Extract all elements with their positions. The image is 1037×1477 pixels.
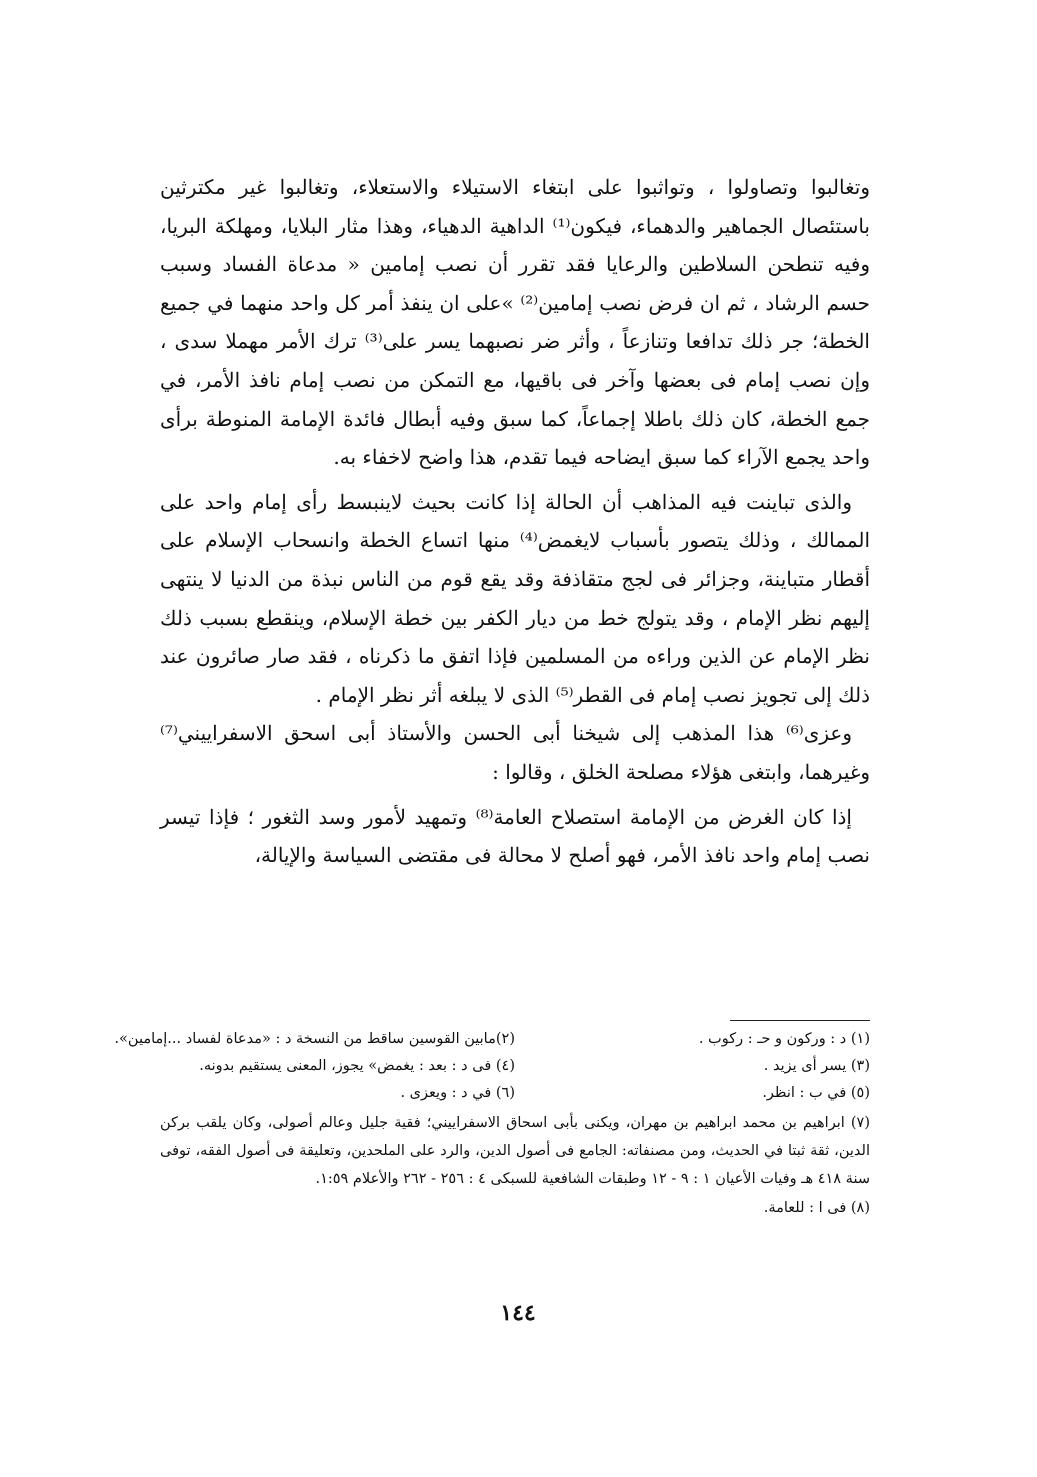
footnote-4: (٤) فى د : بعد : يغمض» يجوز، المعنى يستقيم بدونه. (199, 1058, 515, 1074)
footnotes (114, 1026, 870, 1221)
paragraph-2: والذى تباينت فيه المذاهب أن الحالة إذا كانت بحيث لاينبسط رأى إمام واحد على الممالك ، وذلك يتصور بأسباب لايغمض⁽⁴⁾ منها اتساع الخطة وانسحاب الإسلام على أقطار متباينة، وجزائر فى لجج متقاذفة وقد يقع قوم من الناس نبذة من الدنيا لا ينتهى إليهم نظر الإمام ، وقد يتولج خط من ديار الكفر بين خطة الإسلام، وينقطع بسبب ذلك نظر الإمام عن الذين وراءه من المسلمين فإذا اتفق ما ذكرناه ، فقد صار صائرون عند ذلك إلى تجويز نصب إمام فى القطر⁽⁵⁾ الذى لا يبلغه أثر نظر الإمام . (160, 489, 871, 707)
footnote-1: (١) د : وركون و حـ : ركوب . (698, 1031, 870, 1047)
footnote-3: (٣) يسر أى يزيد . (763, 1058, 870, 1074)
footnote-separator (730, 1020, 870, 1021)
paragraph-1: وتغالبوا وتصاولوا ، وتواثبوا على ابتغاء الاستيلاء والاستعلاء، وتغالبوا غير مكترثين باستئصال الجماهير والدهماء، فيكون⁽¹⁾ الداهية الدهياء، وهذا مثار البلايا، ومهلكة البريا، وفيه تنطحن السلاطين والرعايا فقد تقرر أن نصب إمامين « مدعاة الفساد وسبب حسم الرشاد ، ثم ان فرض نصب إمامين⁽²⁾ »على ان ينفذ أمر كل واحد منهما في جميع الخطة؛ جر ذلك تدافعا وتنازعاً ، وأثر ضر نصبهما يسر على⁽³⁾ ترك الأمر مهملا سدى ، وإن نصب إمام فى بعضها وآخر فى باقيها، مع التمكن من نصب إمام نافذ الأمر، في جمع الخطة، كان ذلك باطلا إجماعاً، كما سبق وفيه أبطال فائدة الإمامة المنوطة برأى واحد يجمع الآراء كما سبق ايضاحه فيما تقدم، هذا واضح لاخفاء به. (160, 175, 871, 470)
main-text (160, 168, 870, 875)
footnote-6: (٦) في د : ويعزى . (400, 1085, 515, 1101)
footnote-7: (٧) ابراهيم بن محمد ابراهيم بن مهران، ويكنى بأبى اسحاق الاسفراييني؛ فقية جليل وعالم أصولى، وكان يلقب بركن الدين، ثقة ثبتا في الحديث، ومن مصنفاته: الجامع فى أصول الدين، والرد على الملحدين، وتعليقة فى أصول الفقه، توفى سنة ٤١٨ هـ وفيات الأعيان ١ : ٩ - ١٢ وطبقات الشافعية للسبكى ٤ : ٢٥٦ - ٢٦٢ والأعلام ١:٥٩. (160, 1115, 870, 1187)
footnote-row (160, 1053, 870, 1080)
paragraph-3: وعزى⁽⁶⁾ هذا المذهب إلى شيخنا أبى الحسن والأستاذ أبى اسحق الاسفراييني⁽⁷⁾ وغيرهما، وابتغى هؤلاء مصلحة الخلق ، وقالوا : (160, 721, 870, 784)
footnote-8: (٨) فى ا : للعامة. (763, 1200, 870, 1216)
footnote-row (114, 1026, 870, 1053)
paragraph-4: إذا كان الغرض من الإمامة استصلاح العامة⁽⁸⁾ وتمهيد لأمور وسد الثغور ؛ فإذا تيسر نصب إمام واحد نافذ الأمر، فهو أصلح لا محالة فى مقتضى السياسة والإيالة، (160, 804, 870, 868)
footnote-5: (٥) في ب : انظر. (762, 1085, 870, 1101)
footnote-2: (٢)مابين القوسين ساقط من النسخة د : «مدعاة لفساد ...إمامين». (114, 1031, 515, 1047)
footnote-row (160, 1080, 870, 1107)
page-number: ١٤٤ (500, 1300, 536, 1326)
